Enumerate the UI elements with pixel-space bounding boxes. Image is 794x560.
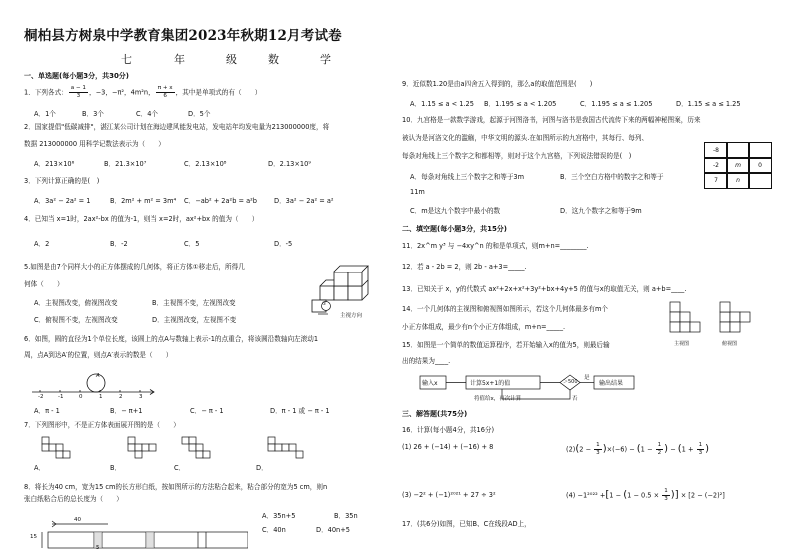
question-12: 12．若 a - 2b = 2，则 2b - a+3=_____. [402, 263, 527, 271]
cube-nets-figure [40, 436, 380, 464]
paper-strips-figure [38, 514, 248, 558]
figure-label: 俯视图 [722, 341, 738, 347]
question-15: 15．如图是一个简单的数值运算程序，若开始输入x的值为5，则最后输 [402, 341, 610, 349]
subject-char: 年 [174, 53, 185, 66]
question-15-line2: 出的结果为____. [402, 357, 451, 365]
question-2-line2: 数据 213000000 用科学记数法表示为（ ） [24, 140, 165, 148]
flowchart-figure [416, 372, 676, 406]
flow-yes-label: 是 [584, 375, 590, 381]
dimension-label: 15 [30, 534, 37, 540]
question-8-line2: 张白纸粘合后的总长度为（ ） [24, 495, 123, 503]
tick-label: 3 [139, 394, 143, 400]
question-16-part1: (1) 26 + (−14) + (−16) + 8 [402, 443, 494, 451]
option: A．213×10⁶ [34, 160, 75, 168]
tick-label: 1 [99, 394, 103, 400]
nine-grid [704, 142, 770, 190]
option: C．俯视图不变，左视图改变 [34, 316, 118, 324]
question-10: 10．九宫格是一款数学游戏，起源于河图洛书，河图与洛书是我国古代流传下来的两幅神秘图案，历来 [402, 116, 701, 124]
option: D．2.13×10⁹ [268, 160, 311, 168]
option: B．− π+1 [110, 407, 143, 415]
option: B．1.195 ≤ a < 1.205 [484, 100, 557, 108]
option: C． [174, 464, 186, 472]
question-3: 3．下列计算正确的是( ) [24, 177, 100, 185]
option: B．-2 [110, 240, 128, 248]
tick-label: 2 [119, 394, 123, 400]
flow-decision: ＞500 [563, 379, 578, 385]
flow-box-input: 输入x [422, 380, 438, 387]
section-heading: 一、单选题(每小题3分，共30分) [24, 72, 130, 80]
option: B． [110, 464, 122, 472]
question-5-line2: 何体（ ） [24, 280, 64, 288]
option: C．5 [184, 240, 200, 248]
option: C．40n [262, 526, 286, 534]
question-16-part2: (2)(2 − $\frac{1}{3}$ )×(−6) − (1 − $\frac{1}{2}$ ) − (1 + $\frac{1}{3}$ ) [566, 442, 710, 456]
section-heading: 二、填空题(每小题3分，共15分) [402, 225, 508, 233]
tick-label: -1 [58, 394, 64, 400]
option: B．三个空白方格中的数字之和等于 [560, 173, 664, 181]
option: A．2 [34, 240, 50, 248]
point-label: A [96, 373, 100, 379]
option: A． [34, 464, 46, 472]
option: D．40n+5 [316, 526, 350, 534]
grid-cell: n [726, 172, 750, 189]
tick-label: -2 [38, 394, 44, 400]
grid-cell: -8 [704, 142, 728, 159]
option: D．5个 [188, 110, 211, 118]
question-10-line2: 被认为是河洛文化的滥觞，中华文明的源头.在如图所示的九宫格中，其每行、每列、 [402, 134, 649, 142]
option: A．35n+5 [262, 512, 296, 520]
option: B．21.3×10⁷ [104, 160, 147, 168]
question-1: 1．下列各式： $\frac{a - 1}{3}$ ，−3，−π²，4m²n， $\frac{\pi + x}{6}$ ，其中是单项式的有（ ） [24, 85, 262, 99]
option: D．π - 1 或 − π - 1 [270, 407, 330, 415]
flow-box-calc: 计算5x+1的值 [470, 380, 511, 387]
question-8: 8．将长为40 cm，宽为15 cm的长方形白纸，按如图所示的方法粘合起来，粘合部分的宽为5 cm，则n [24, 483, 328, 491]
question-16: 16．计算(每小题4分，共16分) [402, 426, 495, 434]
subject-char: 数 [268, 53, 279, 66]
question-13: 13．已知关于 x，y的代数式 ax²+2x+x²+3y²+bx+4y+5 的值与x的取值无关，则 a+b=____. [402, 285, 687, 293]
option: A．1个 [34, 110, 56, 118]
grid-cell: 7 [704, 172, 728, 189]
fraction: $\frac{a - 1}{3}$ [70, 85, 86, 99]
subject-char: 级 [226, 53, 237, 66]
flow-no-label: 否 [572, 396, 578, 402]
option: A．π - 1 [34, 407, 60, 415]
option: 11m [410, 188, 425, 196]
subject-char: 学 [320, 53, 331, 66]
option: D．-5 [274, 240, 293, 248]
question-17: 17．(共6分)如图，已知B、C在线段AD上， [402, 520, 531, 528]
question-5: 5.如图是由7个同样大小的正方体摆成的几何体，将正方体①移走后，所得几 [24, 263, 245, 271]
grid-cell [748, 172, 772, 189]
option: D． [256, 464, 268, 472]
question-16-part4: (4) −1²⁰²² +[1 − (1 − 0.5 × $\frac{1}{3}$ )] × [2 − (−2)²] [566, 488, 725, 502]
grid-cell: m [726, 157, 750, 174]
option: A．每条对角线上三个数字之和等于3m [410, 173, 525, 181]
question-6: 6．如图，圆的直径为1个单位长度，该圆上的点A与数轴上表示-1的点重合，将该圆沿数轴向左滚动1 [24, 335, 319, 343]
option: A．3a² − 2a² = 1 [34, 197, 91, 205]
page-title: 桐柏县方树泉中学教育集团2023年秋期12月考试卷 [24, 28, 342, 44]
option: B．3个 [82, 110, 104, 118]
question-9: 9．近似数1.20是由a四舍五入得到的，那么a的取值范围是( ) [402, 80, 593, 88]
question-10-line3: 每条对角线上三个数字之和都相等，则对于这个九宫格，下列说法错误的是( ) [402, 152, 632, 160]
option: A．主视图改变，俯视图改变 [34, 299, 118, 307]
option: C．1.195 ≤ a ≤ 1.205 [580, 100, 653, 108]
grid-cell: 0 [748, 157, 772, 174]
option: C．4个 [136, 110, 158, 118]
option: B．35n [334, 512, 358, 520]
option: C．−ab² + 2a²b = a²b [184, 197, 257, 205]
option: C．m是这九个数字中最小的数 [410, 207, 501, 215]
flow-loop-label: 将值给x，再次计算 [474, 396, 522, 402]
option: D．3a² − 2a² = a² [274, 197, 334, 205]
figure-label: 主视图 [674, 341, 690, 347]
option: D．主视图改变，左视图不变 [152, 316, 237, 324]
section-heading: 三、解答题(共75分) [402, 410, 468, 418]
question-14-line2: 小正方体组成，最少有n个小正方体组成，m+n=_____. [402, 323, 566, 331]
option: D．这九个数字之和等于9m [560, 207, 642, 215]
dimension-label: 5 [96, 545, 100, 551]
fraction: $\frac{\pi + x}{6}$ [157, 85, 173, 99]
option: C．2.13×10⁸ [184, 160, 227, 168]
grid-cell: -2 [704, 157, 728, 174]
flow-box-output: 输出结果 [599, 380, 624, 387]
figure-label: 主视方向 [340, 313, 363, 319]
option: B．主视图不变，左视图改变 [152, 299, 236, 307]
option: A．1.15 ≤ a < 1.25 [410, 100, 474, 108]
subject-char: 七 [121, 53, 132, 66]
question-11: 11．2x^m y³ 与 −4xy^n 的和是单项式，则m+n=________. [402, 242, 589, 250]
option: B．2m² + m² = 3m⁴ [110, 197, 177, 205]
circle-label: ① [322, 301, 327, 307]
option: D．1.15 ≤ a ≤ 1.25 [676, 100, 741, 108]
number-line-figure [28, 366, 158, 406]
dimension-label: 40 [74, 517, 81, 523]
option: C．− π - 1 [190, 407, 224, 415]
question-4: 4．已知当 x=1时，2ax²-bx 的值为-1，则当 x=2时，ax²+bx 的值为（ ） [24, 215, 259, 223]
question-6-line2: 周，点A到达A′的位置，则点A′表示的数是（ ） [24, 351, 173, 359]
tick-label: 0 [79, 394, 83, 400]
question-2: 2．国家提倡"低碳减排"，湛江某公司计划在海边建风能发电站，发电站年均发电量为213000000度，将 [24, 123, 330, 131]
question-7: 7．下列图形中，不是正方体表面展开图的是（ ） [24, 421, 180, 429]
question-14: 14．一个几何体的主视图和俯视图如图所示，若这个几何体最多有m个 [402, 305, 609, 313]
question-16-part3: (3) −2² + (−1)²⁰²¹ + 27 ÷ 3² [402, 491, 496, 499]
